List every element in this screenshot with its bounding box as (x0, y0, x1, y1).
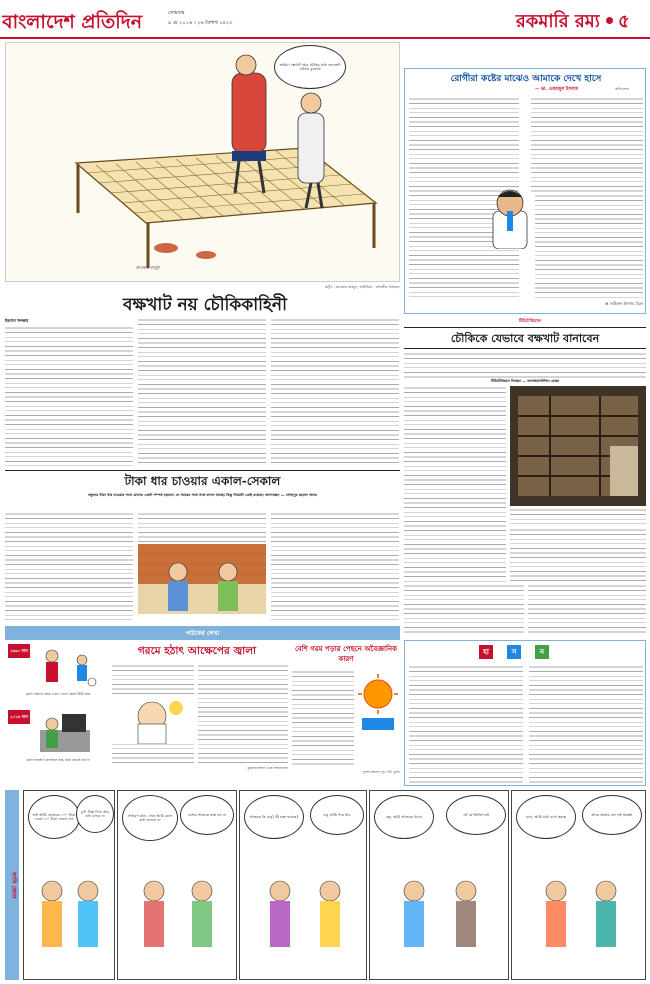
heat-title: গরমে হঠাৎ আক্ষেপের জ্বালা (137, 645, 257, 657)
comic-strip (5, 790, 646, 980)
tutorial-steps-col2 (510, 528, 646, 582)
comic-figures-3 (240, 871, 366, 979)
loan-piece-title: টাকা ধার চাওয়ার একাল-সেকাল (124, 474, 281, 488)
loan-body-col3 (271, 512, 399, 622)
cartoon-1990 (32, 644, 102, 690)
exam-byline: পুলিশ রাইফেল পুর পেটি, খুলনা (362, 770, 400, 774)
comic-panel-3 (239, 790, 367, 980)
readers-band (5, 626, 400, 640)
main-story-byline: ইকবাল খন্দকার (5, 318, 29, 323)
comic-bubble-9: বাবা, আমি মাথা ব্যথা করছে (516, 795, 576, 839)
tutorial-title-bar (404, 327, 646, 349)
hasan-sa-tile: স (507, 645, 521, 659)
exam-body (292, 670, 354, 768)
top-cartoon (5, 42, 400, 282)
newspaper-logo: বাংলাদেশ প্রতিদিন (2, 11, 143, 33)
comic-bubble-3: সাধারণ কথা, এখন আমি কোন কথা শুনবো না (122, 795, 178, 841)
year-2016-badge: ২০১৬ সাল (8, 710, 30, 724)
comic-bubble-8: এই যে জিনিস চাই (446, 795, 506, 835)
heat-body-col2 (198, 664, 288, 764)
loan-body-col2 (138, 512, 266, 542)
cartoon-2016 (32, 710, 102, 756)
hasan-na-tile: ন (535, 645, 549, 659)
interview-title: রোগীরা কষ্টের মাঝেও আমাকে দেখে হাসে (450, 74, 602, 84)
comic-side-label: ফানি জোন (5, 790, 19, 980)
cartoon-speech-bubble: ভাইয়া! বক্ষখাট আর চৌকির মধ্যে তফাতটা এইবার বুঝলাম (274, 45, 346, 89)
header-rule (0, 37, 650, 39)
cartoonist-signature: কাওছার মাহমুদ (136, 265, 160, 270)
hasan-ha-tile: হা (479, 645, 493, 659)
comic-bubble-2: চুপ! টাকা দিয়ে আর কথা বলবে না (76, 795, 114, 833)
interview-qa-col3 (535, 194, 643, 298)
sun-cartoon (356, 672, 400, 732)
heat-cartoon (112, 694, 194, 744)
comic-figures-5 (512, 871, 645, 979)
issue-date: ৯ মে ২০১৬ । ২৬ বৈশাখ ১৪২৩ (168, 20, 233, 26)
loan-piece-title-bar (5, 470, 400, 492)
interview-subtitle: — ডা. এজাজুল ইসলাম (535, 87, 579, 92)
comic-panel-4 (369, 790, 509, 980)
tutorial-photo (510, 386, 646, 506)
loan-cartoon (138, 544, 266, 614)
interview-qa-col2 (531, 97, 643, 192)
tutorial-steps-col (404, 386, 506, 582)
tutorial-lower-col1 (404, 584, 524, 634)
bullet-icon (606, 17, 613, 24)
loan-body-col1 (5, 512, 133, 622)
year-1990-badge: ১৯৯০ সাল (8, 644, 30, 658)
interview-footer-credit: ⊕ তাহিরুল ইসলাম মিরন (605, 301, 643, 306)
comic-bubble-10: আরে আমার তো এই অবস্থা! (582, 795, 642, 835)
issue-day: সোমবার (168, 10, 185, 16)
comic-bubble-1: ভাই আমি তোমাকে ১০০ টাকা দেবো। ২০ টাকা ফেরত দাও (28, 795, 80, 839)
readers-band-label: পাঠকের লেখা (185, 630, 220, 637)
tutorial-intro (404, 352, 646, 378)
hasan-jokes-col1 (409, 665, 523, 783)
comic-panel-2 (117, 790, 237, 980)
tutorial-author: টিউটোরিয়াল দিচ্ছেন — বালাম্বহানউদ্দিন মোল্লা (490, 379, 560, 383)
comic-bubble-4: বাসায় আজকে রান্না হয় না (180, 795, 234, 835)
comic-bubble-5: আজকে কি মেনু? কী রান্না হয়েছে? (244, 795, 304, 839)
comic-figures-2 (118, 871, 236, 979)
cartoon-credit: কার্টুন : কাওছার মাহমুদ, আইডিয়া : তানভীর আহমেদ (324, 285, 400, 289)
comic-panel-1 (23, 790, 115, 980)
tutorial-label: টিউটোরিয়াল (518, 318, 542, 323)
masthead (0, 0, 650, 40)
main-story-title: বক্ষখাট নয় চৌকিকাহিনী (123, 295, 287, 315)
tutorial-photo-caption (510, 508, 646, 526)
interview-tag: অভিনেতা (615, 87, 630, 91)
main-story-body-col2 (138, 318, 266, 466)
heat-byline: মুন্তাসির আসাদ, ঢাকা বিশ্ববিদ্যালয় (247, 766, 288, 770)
doctor-portrait (487, 187, 533, 249)
interview-box (404, 68, 646, 314)
comic-figures-4 (370, 871, 508, 979)
main-story-body-col1 (5, 326, 133, 466)
main-story-body-col3 (271, 318, 399, 466)
section-title: রকমারি রম্য (515, 11, 600, 32)
comic-figures-1 (24, 871, 114, 979)
hasan-jokes-col2 (529, 665, 643, 783)
tutorial-lower-col2 (528, 584, 646, 634)
exam-title: বেশি গরম পড়ার পেছনে অবৈজ্ঞানিক কারণ (294, 644, 398, 663)
hasan-box (404, 640, 646, 786)
comic-panel-5 (511, 790, 646, 980)
caption-2016: ছেলে সারাদিন মোবাইলে ব্যস্ত, মাঠে যেতেই চায় না (26, 758, 90, 762)
loan-piece-deck: বন্ধুদের টাকা ধার চাওয়ার সঙ্গে মোদের একটা সম্পর্ক হয়তো। যে সময়ের সঙ্গে সঙ্গে বদলে যাচ্ছে। কিন্তু নিয়মটা একই রয়েছে। জানাচ্ছেন — সোহানুর রহমান অনন্ত (88, 493, 317, 497)
page-number: ৫ (618, 11, 630, 32)
caption-1990: ছেলে সারাদিন মাঠে খেলে। দেখো কেমন টইটই করে (25, 692, 91, 696)
comic-bubble-6: বাবু আমি পরে খাব (310, 795, 364, 835)
tutorial-title: চৌকিকে যেভাবে বক্ষখাট বানাবেন (450, 332, 600, 345)
comic-bubble-7: বন্ধু, আমি আজকে খাবো (374, 795, 434, 839)
